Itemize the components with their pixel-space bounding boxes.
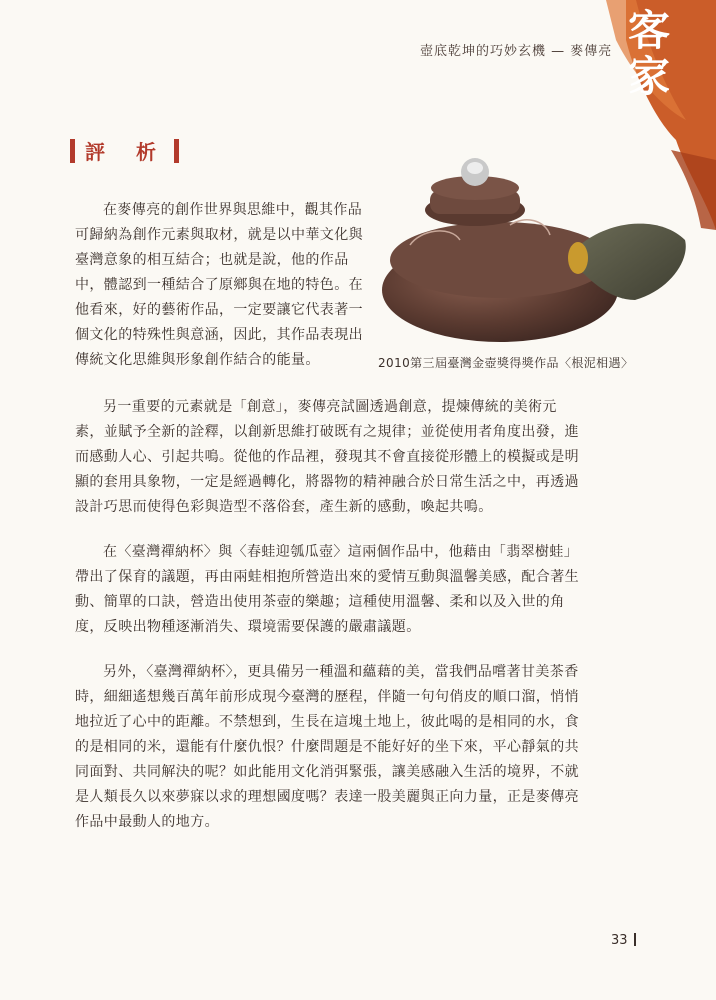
heading-bar-left xyxy=(70,139,75,163)
paragraph-3: 在〈臺灣禪納杯〉與〈春蛙迎瓠瓜壺〉這兩個作品中，他藉由「翡翠樹蛙」帶出了保育的議題，再由兩蛙相抱所營造出來的愛情互動與溫馨美感，配合著生動、簡單的口訣，營造出使用茶壺的樂趣；這種使用溫馨、柔和以及入世的角度，反映出物種逐漸消失、環境需要保護的嚴肅議題。 xyxy=(75,544,579,635)
paragraph-4: 另外，〈臺灣禪納杯〉，更具備另一種溫和蘊藉的美，當我們品嚐著甘美茶香時，細細遙想幾百萬年前形成現今臺灣的歷程，伴隨一句句俏皮的順口溜，悄悄地拉近了心中的距離。不禁想到，生長在這塊土地上，彼此喝的是相同的水，食的是相同的米，還能有什麼仇恨？什麼問題是不能好好的坐下來，平心靜氣的共同面對、共同解決的呢？如此能用文化消弭緊張，讓美感融入生活的境界，不就是人類長久以來夢寐以求的理想國度嗎？表達一股美麗與正向力量，正是麥傳亮作品中最動人的地方。 xyxy=(75,664,579,830)
page-footer xyxy=(611,933,636,948)
paragraph-2: 另一重要的元素就是「創意」，麥傳亮試圖透過創意，提煉傳統的美術元素，並賦予全新的詮釋，以創新思維打破既有之規律；並從使用者角度出發，進而感動人心、引起共鳴。從他的作品裡，發現其不會直接從形體上的模擬或是明顯的套用具象物，一定是經過轉化，將器物的精神融合於日常生活之中，再透過設計巧思而使得色彩與造型不落俗套，產生新的感動，喚起共鳴。 xyxy=(75,399,579,515)
page-number-bar xyxy=(634,933,636,946)
teapot-photo xyxy=(380,150,690,350)
heading-bar-right xyxy=(174,139,179,163)
paragraph-1: 在麥傳亮的創作世界與思維中，觀其作品可歸納為創作元素與取材，就是以中華文化與臺灣意象的相互結合；也就是說，他的作品中，體認到一種結合了原鄉與在地的特色。在他看來，好的藝術作品，一定要讓它代表著一個文化的特殊性與意涵，因此，其作品表現出傳統文化思維與形象創作結合的能量。 xyxy=(75,202,363,368)
running-header: 壺底乾坤的巧妙玄機 — 麥傳亮 xyxy=(420,44,613,59)
heading-text: 評 析 xyxy=(85,140,168,164)
photo-caption: 2010第三屆臺灣金壺獎得獎作品〈根泥相遇〉 xyxy=(378,356,634,370)
section-heading xyxy=(70,136,179,165)
section-badge: 客家 xyxy=(628,6,671,101)
page-number: 33 xyxy=(611,933,628,948)
